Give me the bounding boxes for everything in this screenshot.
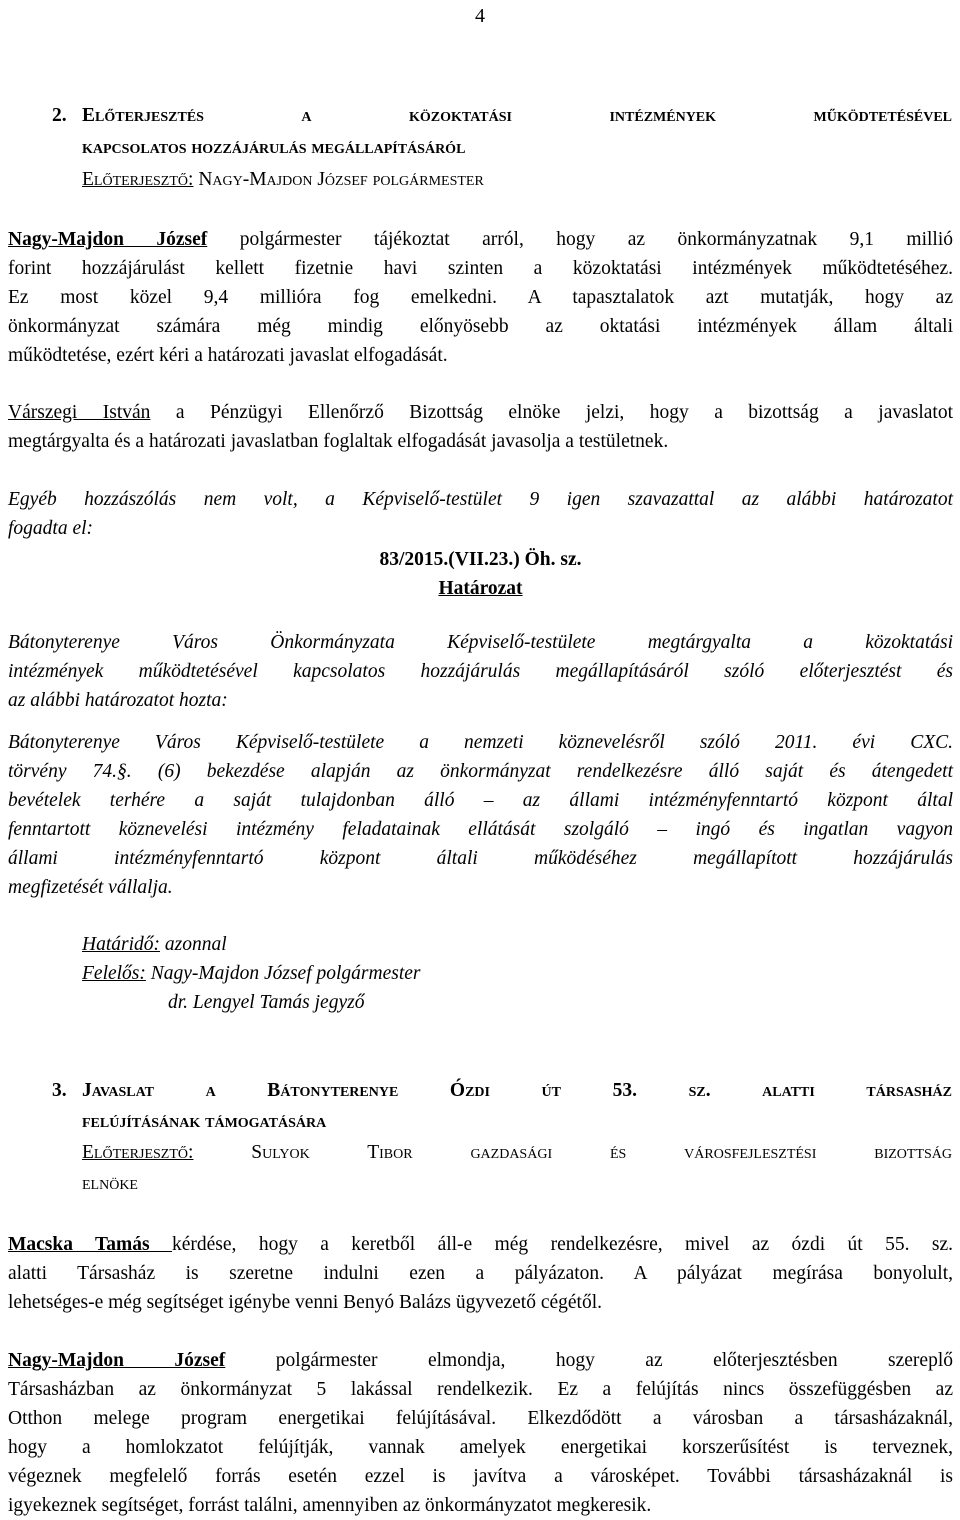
presenter-line: elnöke bbox=[82, 1173, 138, 1194]
text-line: Ez most közel 9,4 millióra fog emelkedni. A tapasztalatok azt mutatják, hogy az bbox=[8, 287, 953, 308]
responsible-value: Nagy-Majdon József polgármester bbox=[145, 963, 421, 984]
resolution-number: 83/2015.(VII.23.) Öh. sz. bbox=[379, 549, 582, 570]
text-line: megfizetését vállalja. bbox=[8, 877, 173, 898]
resolution-heading: Határozat bbox=[438, 578, 523, 599]
text-line: Otthon melege program energetikai felújításával. Elkezdődött a városban a társasházaknál, bbox=[8, 1408, 953, 1429]
speaker-name: Nagy-Majdon József bbox=[8, 229, 208, 250]
deadline-label: Határidő: bbox=[82, 934, 160, 955]
section-title-line: Előterjesztés a közoktatási intézmények működtetésével bbox=[82, 105, 952, 126]
text-line: törvény 74.§. (6) bekezdése alapján az önkormányzat rendelkezésre álló saját és átengedett bbox=[8, 761, 953, 782]
text-line: Társasházban az önkormányzat 5 lakással rendelkezik. Ez a felújítás nincs összefüggésben az bbox=[8, 1379, 953, 1400]
text-line: forint hozzájárulást kellett fizetnie havi szinten a közoktatási intézmények működtetéséhez. bbox=[8, 258, 953, 279]
deadline-value: azonnal bbox=[160, 934, 227, 955]
presenter-label: Előterjesztő: bbox=[82, 1142, 194, 1163]
speaker-name: Macska Tamás bbox=[8, 1234, 172, 1255]
presenter-line bbox=[82, 165, 952, 194]
section-title-line: felújításának támogatására bbox=[82, 1111, 327, 1132]
presenter-label: Előterjesztő: bbox=[82, 169, 194, 190]
speaker-name: Várszegi István bbox=[8, 402, 151, 423]
text-line: fogadta el: bbox=[8, 518, 94, 539]
text-line: Várszegi István a Pénzügyi Ellenőrző Bizottság elnöke jelzi, hogy a bizottság a javaslatot bbox=[8, 402, 954, 423]
text-line: alatti Társasház is szeretne indulni ezen a pályázaton. A pályázat megírása bonyolult, bbox=[8, 1263, 953, 1284]
text-line: Nagy-Majdon József polgármester elmondja, hogy az előterjesztésben szereplő bbox=[8, 1350, 954, 1371]
presenter-name: Nagy-Majdon József polgármester bbox=[198, 169, 484, 190]
text-line: igyekeznek segítséget, forrást találni, amennyiben az önkormányzatot megkeresik. bbox=[8, 1495, 652, 1516]
section-number: 2. bbox=[52, 105, 67, 126]
presenter-line bbox=[82, 1138, 952, 1167]
presenter-name: Sulyok Tibor gazdasági és városfejlesztési bizottság bbox=[251, 1142, 953, 1163]
section-title-line: Javaslat a Bátonyterenye Ózdi út 53. sz. alatti társasház bbox=[82, 1080, 952, 1101]
text-line: végeznek megfelelő forrás esetén ezzel is javítva a városképet. További társasházaknál is bbox=[8, 1466, 953, 1487]
text-line: fenntartott köznevelési intézmény feladatainak ellátását szolgáló – ingó és ingatlan vagyon bbox=[8, 819, 953, 840]
text-line: Bátonyterenye Város Önkormányzata Képviselő-testülete megtárgyalta a közoktatási bbox=[8, 632, 953, 653]
responsible-line bbox=[82, 959, 420, 988]
text-line: önkormányzat számára még mindig előnyösebb az oktatási intézmények állam általi bbox=[8, 316, 953, 337]
text-line: Bátonyterenye Város Képviselő-testülete a nemzeti köznevelésről szóló 2011. évi CXC. bbox=[8, 732, 953, 753]
section-title-line: kapcsolatos hozzájárulás megállapításáról bbox=[82, 137, 466, 158]
text-line: működtetése, ezért kéri a határozati javaslat elfogadását. bbox=[8, 345, 448, 366]
text-line: bevételek terhére a saját tulajdonban álló – az állami intézményfenntartó központ által bbox=[8, 790, 953, 811]
text-line: állami intézményfenntartó központ általi működéséhez megállapított hozzájárulás bbox=[8, 848, 953, 869]
page-number: 4 bbox=[475, 5, 485, 27]
text-line: megtárgyalta és a határozati javaslatban foglaltak elfogadását javasolja a testületnek. bbox=[8, 431, 669, 452]
speaker-name: Nagy-Majdon József bbox=[8, 1350, 226, 1371]
text-line: az alábbi határozatot hozta: bbox=[8, 690, 228, 711]
text-line: Nagy-Majdon József polgármester tájékoztat arról, hogy az önkormányzatnak 9,1 millió bbox=[8, 229, 953, 250]
section-number: 3. bbox=[52, 1080, 67, 1101]
responsible-label: Felelős: bbox=[82, 963, 146, 984]
text-line: intézmények működtetésével kapcsolatos hozzájárulás megállapításáról szóló előterjesztést és bbox=[8, 661, 953, 682]
text-line: Egyéb hozzászólás nem volt, a Képviselő-testület 9 igen szavazattal az alábbi határozatot bbox=[8, 489, 953, 510]
text-line: hogy a homlokzatot felújítják, vannak amelyek energetikai korszerűsítést is terveznek, bbox=[8, 1437, 953, 1458]
deadline-line bbox=[82, 930, 227, 959]
text-line: lehetséges-e még segítséget igénybe venni Benyó Balázs ügyvezető cégétől. bbox=[8, 1292, 602, 1313]
responsible-value: dr. Lengyel Tamás jegyző bbox=[168, 992, 365, 1013]
text-line: Macska Tamás kérdése, hogy a keretből áll-e még rendelkezésre, mivel az ózdi út 55. sz. bbox=[8, 1234, 953, 1255]
